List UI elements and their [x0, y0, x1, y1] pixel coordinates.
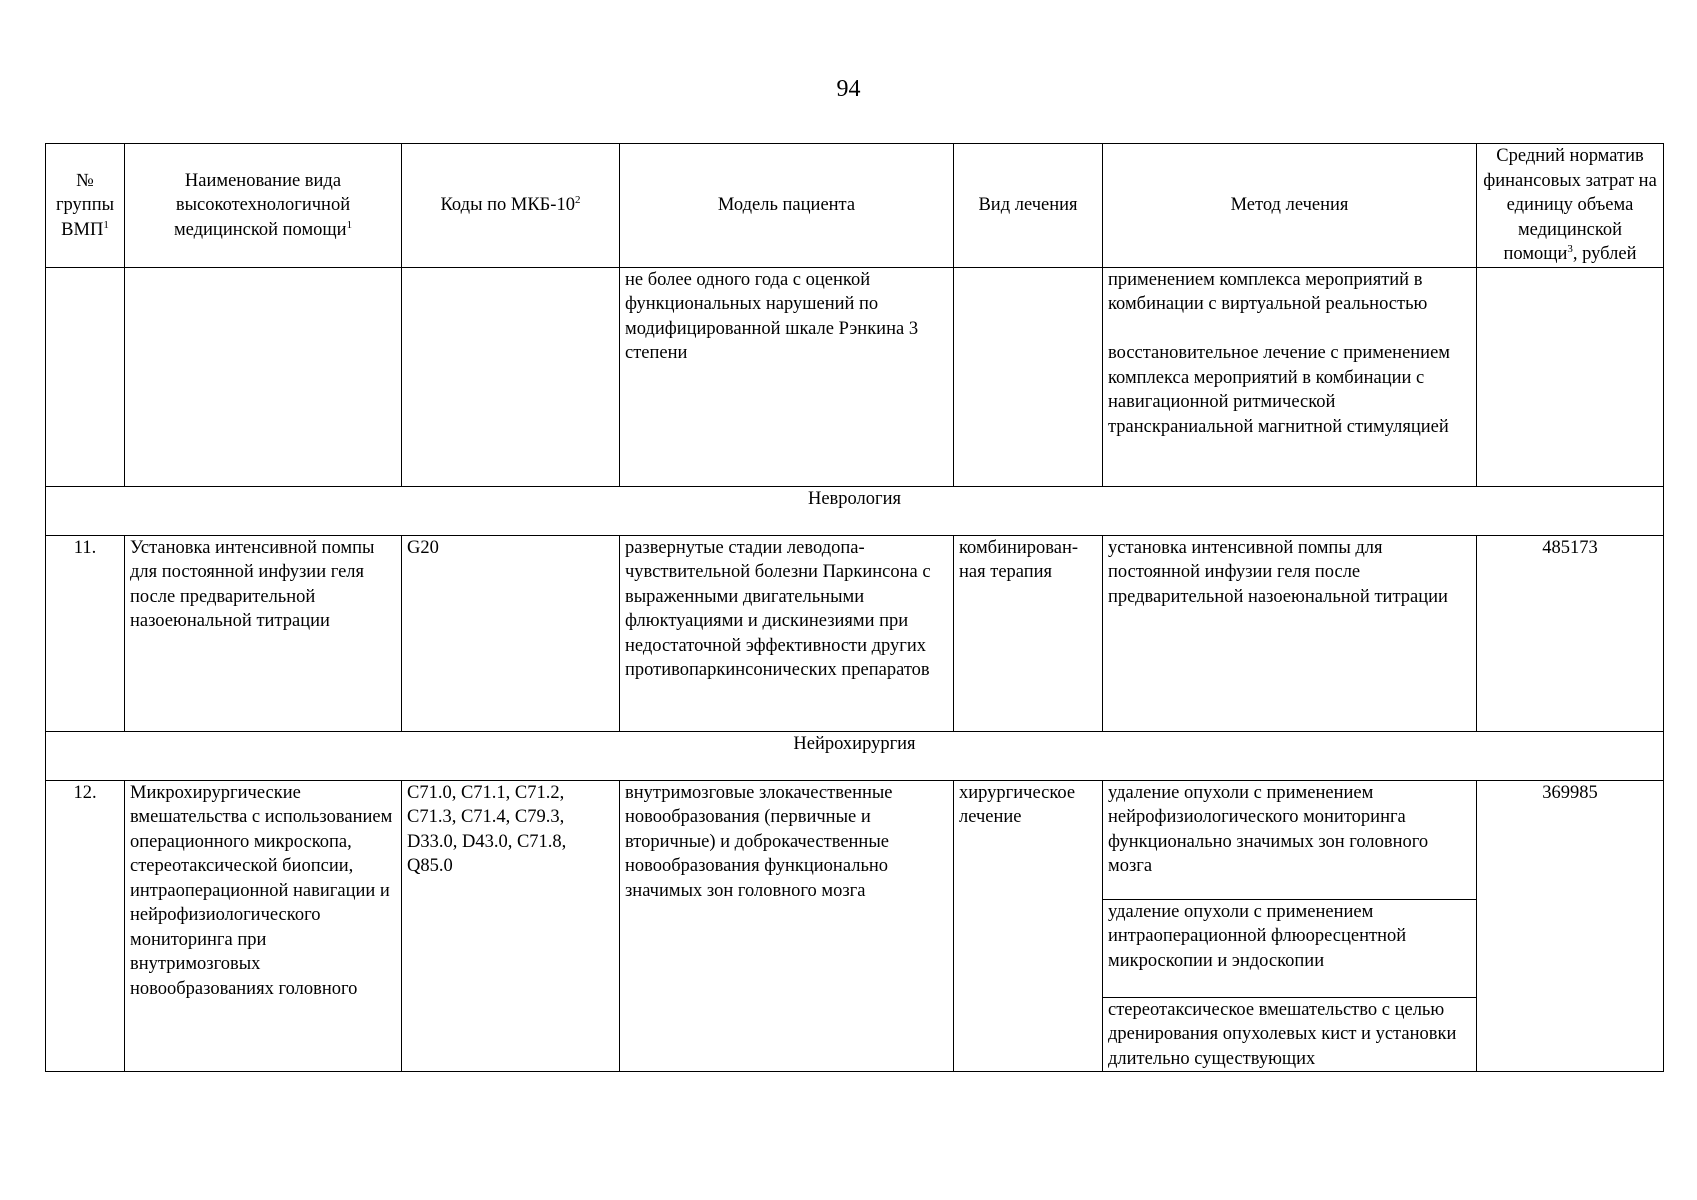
table-header-row [46, 144, 1664, 268]
header-treatment-method: Метод лечения [1103, 144, 1477, 268]
method-text: восстановительное лечение с применением комплекса мероприятий в комбинации с навигационной ритмической транскраниальной магнитной стимуляцией [1108, 343, 1450, 437]
header-group-number: № группы ВМП$^1$ [46, 144, 125, 268]
cost-cell: 369985 [1477, 780, 1664, 1072]
patient-model-cell: внутримозговые злокачественные новообразования (первичные и вторичные) и доброкачественные новообразования функционально значимых зон головного мозга [620, 780, 954, 1072]
header-patient-model: Модель пациента [620, 144, 954, 268]
patient-model-cell: развернутые стадии леводопа-чувствительной болезни Паркинсона с выраженными двигательными флюктуациями и дискинезиями при недостаточной эффективности других противопаркинсонических препаратов [620, 535, 954, 731]
treatment-method-cell: удаление опухоли с применением нейрофизиологического мониторинга функционально значимых зон головного мозга [1103, 780, 1477, 899]
header-icd-codes: Коды по МКБ-$10^2$ [402, 144, 620, 268]
treatment-method-cell: удаление опухоли с применением интраоперационной флюоресцентной микроскопии и эндоскопии [1103, 899, 1477, 997]
method-text: применением комплекса мероприятий в комбинации с виртуальной реальностью [1108, 269, 1428, 314]
treatment-method-cell: установка интенсивной помпы для постоянной инфузии геля после предварительной назоеюнальной титрации [1103, 535, 1477, 731]
care-type-cell: Микрохирургические вмешательства с использованием операционного микроскопа, стереотаксической биопсии, интраоперационной навигации и нейрофизиологического мониторинга при внутримозговых новообразованиях головного [125, 780, 402, 1072]
section-row [46, 486, 1664, 535]
section-title-neurology: Неврология [46, 486, 1664, 535]
vmp-table [45, 143, 1664, 1072]
header-cost-norm: Средний норматив финансовых затрат на единицу объема медицинской помощи$^3$, рублей [1477, 144, 1664, 268]
treatment-method-cell [1103, 267, 1477, 486]
patient-model-cell: не более одного года с оценкой функциональных нарушений по модифицированной шкале Рэнкина 3 степени [620, 267, 954, 486]
table-row [46, 535, 1664, 731]
group-number-cell: 11. [46, 535, 125, 731]
page-number: 94 [836, 76, 861, 102]
table-row [46, 780, 1664, 899]
treatment-method-cell: стереотаксическое вмешательство с целью дренирования опухолевых кист и установки длительно существующих [1103, 997, 1477, 1072]
treatment-type-cell: комбинирован-ная терапия [954, 535, 1103, 731]
care-type-cell: Установка интенсивной помпы для постоянной инфузии геля после предварительной назоеюнальной титрации [125, 535, 402, 731]
group-number-cell: 12. [46, 780, 125, 1072]
cost-cell: 485173 [1477, 535, 1664, 731]
icd-codes-cell: C71.0, C71.1, C71.2, C71.3, C71.4, C79.3, D33.0, D43.0, C71.8, Q85.0 [402, 780, 620, 1072]
table-row [46, 267, 1664, 486]
section-title-neurosurgery: Нейрохирургия [46, 731, 1664, 780]
section-row [46, 731, 1664, 780]
header-care-type: Наименование вида высокотехнологичной медицинской помощи$^1$ [125, 144, 402, 268]
treatment-type-cell: хирургическое лечение [954, 780, 1103, 1072]
icd-codes-cell: G20 [402, 535, 620, 731]
header-treatment-type: Вид лечения [954, 144, 1103, 268]
